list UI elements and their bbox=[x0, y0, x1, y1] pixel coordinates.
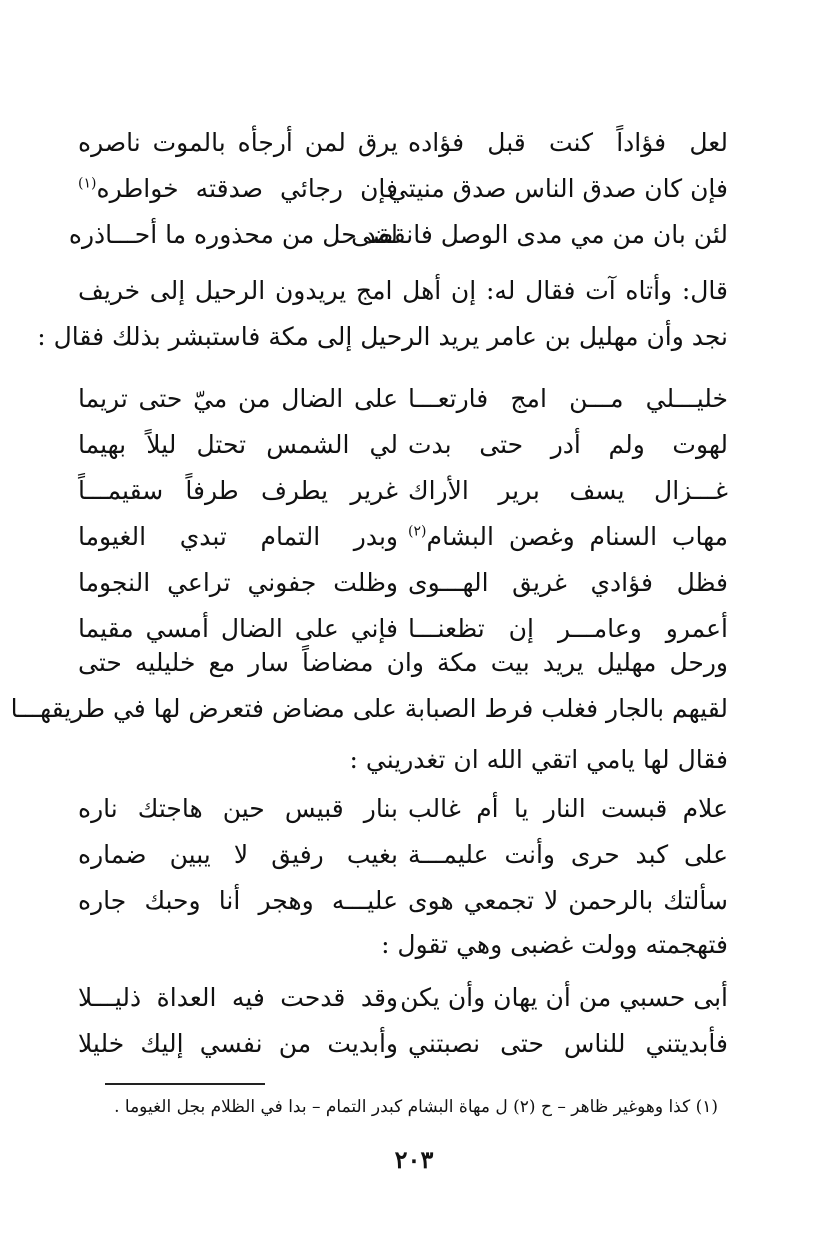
verse-first-hemistich: علام قبست النار يا أم غالب bbox=[408, 794, 728, 823]
prose-line: فتهجمته وولت غضبى وهي تقول : bbox=[381, 930, 728, 959]
verse-line bbox=[68, 212, 728, 258]
footnote: (١) كذا وهوغير ظاهر – ح (٢) ل مهاة البشام كبدر التمام – بدا في الظلام بجل الغيوما . bbox=[114, 1097, 718, 1117]
poem-block-3 bbox=[78, 786, 728, 924]
verse-second-hemistich: وظلت جفوني تراعي النجوما bbox=[78, 568, 398, 597]
verse-second-hemistich bbox=[78, 166, 398, 212]
verse-line bbox=[78, 514, 728, 560]
verse-line bbox=[78, 975, 728, 1021]
verse-first-hemistich: فظل فؤادي غريق الهـــوى bbox=[408, 568, 728, 597]
footnote-marker: (٢) bbox=[408, 523, 427, 540]
prose-paragraph-2 bbox=[10, 640, 728, 732]
verse-second-hemistich: يرق لمن أرجأه بالموت ناصره bbox=[78, 128, 398, 157]
prose-line: ورحل مهليل يريد بيت مكة وان مضاضاً سار مع خليليه حتى bbox=[78, 648, 728, 677]
verse-first-hemistich: لعل فؤاداً كنت قبل فؤاده bbox=[408, 128, 728, 157]
verse-first-hemistich bbox=[408, 514, 728, 560]
page-number: ٢٠٣ bbox=[394, 1145, 434, 1174]
verse-second-hemistich-text: فإن رجائي صدقته خواطره bbox=[96, 174, 398, 203]
verse-first-hemistich: لئن بان من مي مدى الوصل فانقضى bbox=[351, 220, 728, 249]
verse-line bbox=[78, 560, 728, 606]
verse-first-hemistich-text: مهاب السنام وغصن البشام bbox=[426, 522, 728, 551]
poem-block-2 bbox=[78, 376, 728, 652]
verse-second-hemistich: وقد قدحت فيه العداة ذليـــلا bbox=[78, 983, 398, 1012]
verse-second-hemistich: فإني على الضال أمسي مقيما bbox=[78, 614, 398, 643]
verse-line bbox=[78, 422, 728, 468]
verse-second-hemistich: لقد حل من محذوره ما أحـــاذره bbox=[68, 220, 398, 249]
prose-paragraph-3 bbox=[78, 737, 728, 783]
verse-second-hemistich: بغيب رفيق لا يبين ضماره bbox=[78, 840, 398, 869]
verse-first-hemistich: غـــزال يسف برير الأراك bbox=[408, 476, 728, 505]
poem-block-1 bbox=[68, 120, 728, 258]
verse-second-hemistich: بنار قبيس حين هاجتك ناره bbox=[78, 794, 398, 823]
prose-line: فقال لها يامي اتقي الله ان تغدريني : bbox=[349, 745, 728, 774]
verse-first-hemistich: فإن كان صدق الناس صدق منيتي bbox=[387, 174, 728, 203]
prose-line: قال: وأتاه آت فقال له: إن أهل امج يريدون الرحيل إلى خريف bbox=[78, 276, 728, 305]
footnote-marker: (١) bbox=[78, 175, 97, 192]
prose-paragraph-1 bbox=[37, 268, 728, 360]
verse-first-hemistich: أعمرو وعامـــر إن تظعنـــا bbox=[408, 614, 728, 643]
verse-line bbox=[78, 1021, 728, 1067]
verse-first-hemistich: فأبديتني للناس حتى نصبتني bbox=[408, 1029, 728, 1058]
verse-line bbox=[78, 832, 728, 878]
verse-first-hemistich: خليـــلي مـــن امج فارتعـــا bbox=[408, 384, 728, 413]
poem-block-4 bbox=[78, 975, 728, 1067]
verse-second-hemistich: وأبديت من نفسي إليك خليلا bbox=[78, 1029, 398, 1058]
verse-first-hemistich: سألتك بالرحمن لا تجمعي هوى bbox=[408, 886, 728, 915]
verse-second-hemistich: وبدر التمام تبدي الغيوما bbox=[78, 522, 398, 551]
verse-line bbox=[78, 376, 728, 422]
prose-line: نجد وأن مهليل بن عامر يريد الرحيل إلى مكة فاستبشر بذلك فقال : bbox=[37, 322, 728, 351]
prose-paragraph-4 bbox=[78, 922, 728, 968]
verse-second-hemistich: على الضال من ميّ حتى تريما bbox=[78, 384, 398, 413]
verse-line bbox=[78, 468, 728, 514]
verse-line bbox=[78, 166, 728, 212]
verse-line bbox=[78, 120, 728, 166]
verse-first-hemistich: أبى حسبي من أن يهان وأن يكن bbox=[400, 983, 728, 1012]
footnote-divider bbox=[105, 1083, 265, 1085]
verse-line bbox=[78, 878, 728, 924]
verse-first-hemistich: لهوت ولم أدر حتى بدت bbox=[408, 430, 728, 459]
prose-line: لقيهم بالجار فغلب فرط الصبابة على مضاض فتعرض لها في طريقهـــا bbox=[10, 694, 728, 723]
verse-second-hemistich: لي الشمس تحتل ليلاً بهيما bbox=[78, 430, 398, 459]
verse-second-hemistich: عليـــه وهجر أنا وحبك جاره bbox=[78, 886, 398, 915]
verse-second-hemistich: غرير يطرف طرفاً سقيمـــاً bbox=[78, 476, 398, 505]
verse-first-hemistich: على كبد حرى وأنت عليمـــة bbox=[408, 840, 728, 869]
verse-line bbox=[78, 786, 728, 832]
